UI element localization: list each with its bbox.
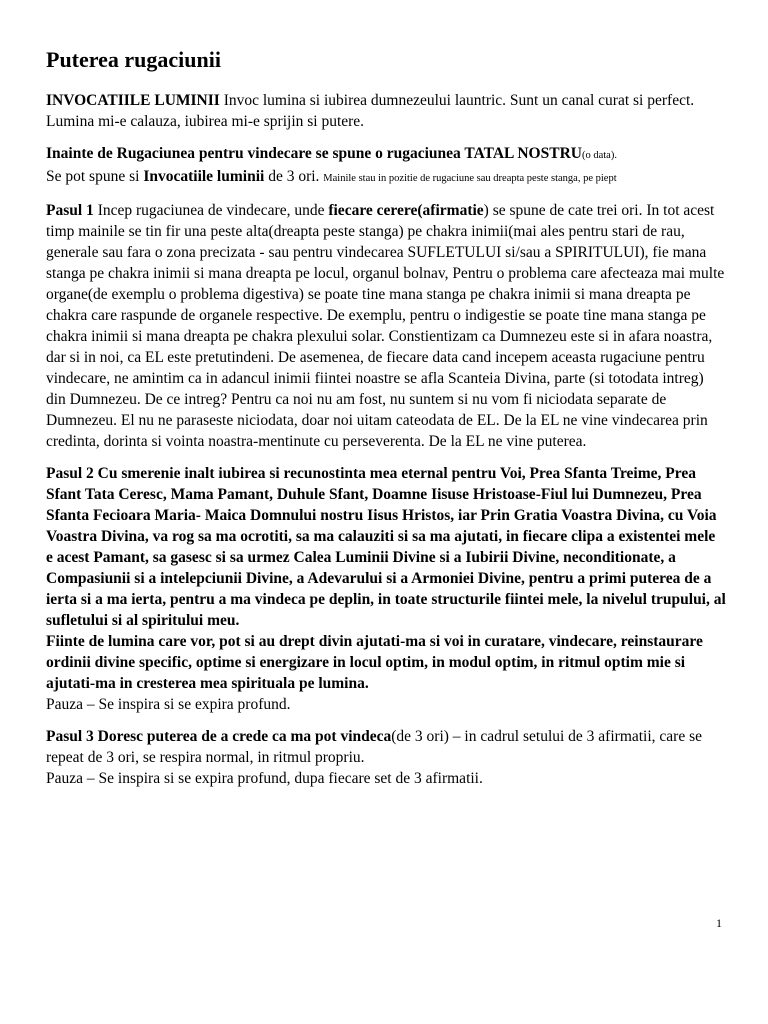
document-title: Puterea rugaciunii (46, 47, 221, 72)
pasul2-bold: Pasul 2 Cu smerenie inalt iubirea si recunostinta mea eternal pentru Voi, Prea Sfanta Treime, Prea Sfant Tata Ceresc, Mama Pamant, Duhule Sfant, Doamne Iisuse Hristoase-Fiul lui Dumnezeu, Prea Sfanta Fecioara Maria- Maica Domnului nostru Iisus Hristos, iar Prin Gratia Voastra Divina, cu Voia Voastra Divina, va rog sa ma ocrotiti, sa ma calauziti si sa ma ajutati, in fiecare clipa a existentei mele e acest Pamant, sa gasesc si sa urmez Calea Luminii Divine si a Iubirii Divine, neconditionate, a Compasiunii si a intelepciunii Divine, a Adevarului si a Armoniei Divine, pentru a primi puterea de a ierta si a ma ierta, pentru a ma vindeca pe deplin, in toate structurile fiintei mele, la nivelul trupului, al sufletului si al spiritului meu. (46, 465, 726, 629)
pasul3-text: (de 3 ori) – in cadrul setului de 3 afirmatii, care se repeat de 3 ori, se respira normal, in ritmul propriu. (46, 728, 703, 766)
pasul3-paragraph (46, 726, 726, 789)
inainte-line2-pre: Se pot spune si (46, 168, 144, 185)
pasul1-paragraph (46, 200, 726, 452)
inainte-line2-post: de 3 ori. (264, 168, 324, 185)
invocatii-label: INVOCATIILE LUMINII (46, 92, 220, 109)
page-number: 1 (716, 916, 722, 930)
pasul3-bold: Pasul 3 Doresc puterea de a crede ca ma pot vindeca (46, 728, 392, 745)
pasul1-label: Pasul 1 (46, 202, 94, 219)
inainte-bold: Inainte de Rugaciunea pentru vindecare se spune o rugaciunea TATAL NOSTRU (46, 145, 582, 162)
inainte-line2-bold: Invocatiile luminii (143, 168, 265, 185)
document-page (46, 46, 726, 789)
pasul1-text2: ) se spune de cate trei ori. In tot acest timp mainile se tin fir una peste alta(dreapta peste stanga) pe chakra inimii(mai ales pentru stari de rau, generale sau fara o zona precizata - sau pentru vindecarea SUFLETULUI si/sau a SPIRITULUI), fie mana stanga pe chakra inimii si mana dreapta pe locul, organul bolnav, Pentru o problema care afecteaza mai multe organe(de exemplu o problema digestiva) se poate tine mana stanga pe chakra inimii si mana dreapta pe chakra care raspunde de organele respective. De exemplu, pentru o indigestie se poate tine mana stanga pe chakra inimii si mana dreapta pe chakra plexului solar. Constientizam ca Dumnezeu este si in afara noastra, dar si in noi, ca EL este pretutindeni. De asemenea, de fiecare data cand incepem aceasta rugaciune pentru vindecare, ne amintim ca in adancul inimii fiintei noastre se afla Scanteia Divina, parte (si totodata intreg) din Dumnezeu. De ce intreg? Pentru ca noi nu am fost, nu suntem si nu vom fi niciodata separate de Dumnezeu. El nu ne paraseste niciodata, doar noi uitam cateodata de EL. De la EL ne vine vindecarea prin credinta, dorinta si vointa noastra-mentinute cu perseverenta. De la EL ne vine puterea. (46, 202, 725, 450)
pasul2-bold2: Fiinte de lumina care vor, pot si au drept divin ajutati-ma si voi in curatare, vindecare, reinstaurare ordinii divine specific, optime si energizare in locul optim, in modul optim, in ritmul optim mie si ajutati-ma in cresterea mea spirituala pe lumina. (46, 633, 703, 692)
inainte-line2-small: Mainile stau in pozitie de rugaciune sau dreapta peste stanga, pe piept (323, 173, 617, 184)
inainte-small: (o data). (581, 150, 617, 161)
invocatii-paragraph (46, 90, 726, 132)
inainte-paragraph (46, 143, 726, 189)
invocatii-text: Invoc lumina si iubirea dumnezeului launtric. Sunt un canal curat si perfect. Lumina mi-e calauza, iubirea mi-e sprijin si putere. (46, 92, 695, 130)
pasul1-bold: fiecare cerere(afirmatie (328, 202, 484, 219)
pasul2-pauza: Pauza – Se inspira si se expira profund. (46, 696, 291, 713)
pasul3-pauza: Pauza – Se inspira si se expira profund, dupa fiecare set de 3 afirmatii. (46, 770, 483, 787)
pasul2-paragraph (46, 463, 726, 715)
pasul1-text1: Incep rugaciunea de vindecare, unde (93, 202, 329, 219)
